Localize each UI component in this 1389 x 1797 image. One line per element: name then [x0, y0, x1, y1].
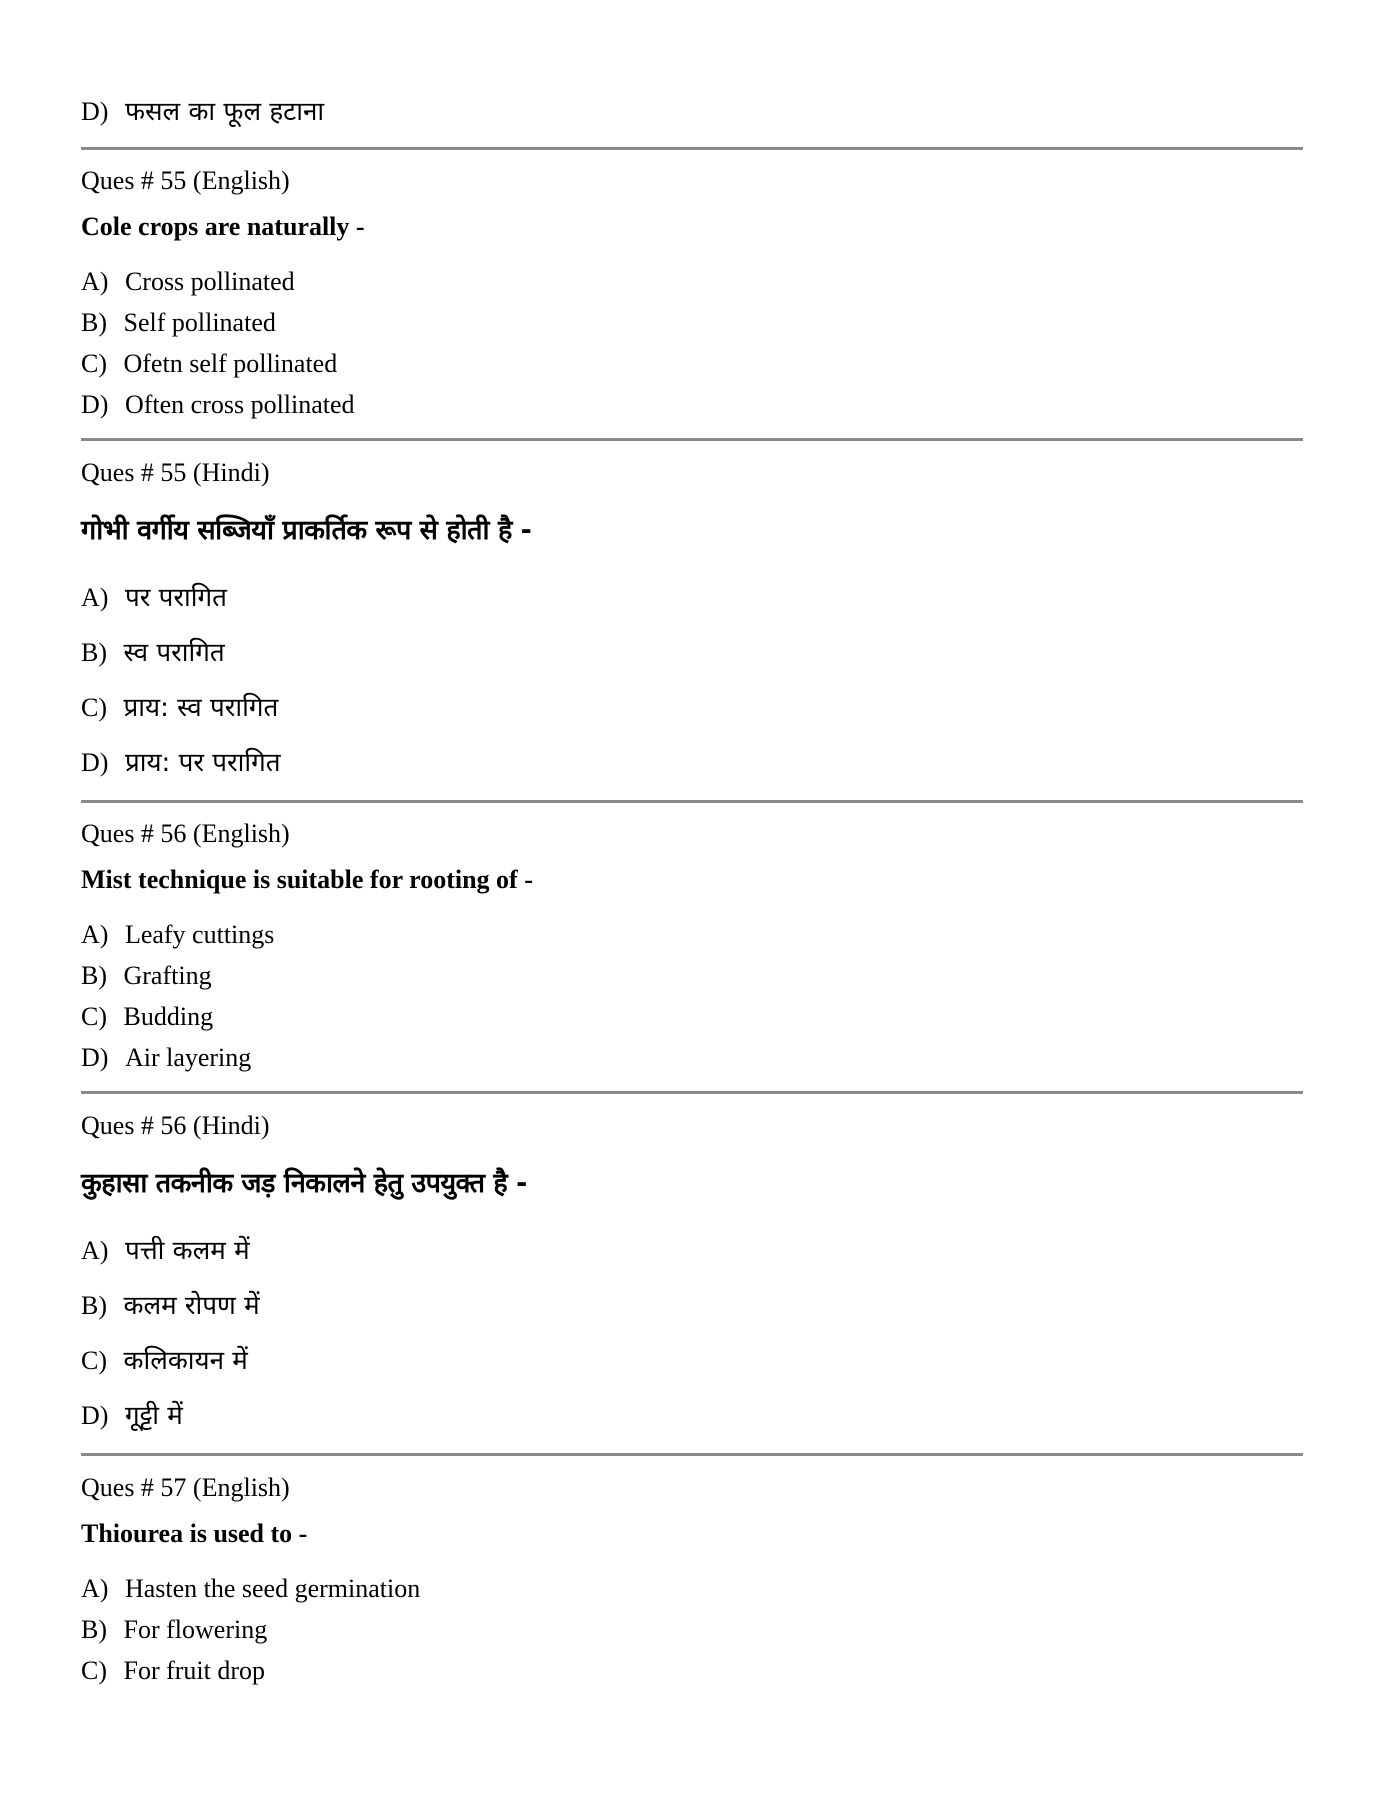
divider [81, 1453, 1303, 1456]
option-c [81, 349, 337, 379]
option-letter: A) [81, 920, 109, 949]
option-text: प्राय: पर परागित [124, 748, 281, 778]
option-a [81, 267, 295, 297]
option-letter: B) [81, 1291, 107, 1320]
option-b [81, 961, 212, 991]
option-a [81, 578, 227, 614]
option-text: Hasten the seed germination [124, 1574, 421, 1603]
option-text: For flowering [123, 1615, 268, 1644]
option-letter: A) [81, 267, 109, 296]
option-letter: C) [81, 1002, 107, 1031]
option-letter: B) [81, 1615, 107, 1644]
option-letter: B) [81, 638, 107, 667]
option-text: Grafting [123, 961, 212, 990]
option-text: Ofetn self pollinated [123, 349, 338, 378]
option-text: Leafy cuttings [124, 920, 275, 949]
option-letter: D) [81, 390, 109, 419]
option-a [81, 920, 274, 950]
option-text: For fruit drop [123, 1656, 266, 1685]
option-text: गूट्टी में [124, 1401, 183, 1431]
option-letter: B) [81, 308, 107, 337]
option-letter: A) [81, 583, 109, 612]
question-text: Mist technique is suitable for rooting of - [81, 865, 533, 894]
option-letter: A) [81, 1574, 109, 1603]
divider [81, 1091, 1303, 1094]
divider [81, 438, 1303, 441]
question-text: गोभी वर्गीय सब्जियाँ प्राकर्तिक रूप से होती है - [81, 515, 532, 546]
option-text: Air layering [124, 1043, 252, 1072]
option-letter: C) [81, 1346, 107, 1375]
option-text: पत्ती कलम में [124, 1236, 250, 1266]
option-text: Often cross pollinated [124, 390, 355, 419]
option-a [81, 1231, 250, 1267]
question-text: Cole crops are naturally - [81, 212, 365, 241]
option-a [81, 1574, 420, 1604]
option-text: स्व परागित [123, 638, 225, 668]
option-b [81, 308, 276, 338]
option-d [81, 390, 355, 420]
question-text: कुहासा तकनीक जड़ निकालने हेतु उपयुक्त है - [81, 1168, 527, 1199]
option-d [81, 743, 281, 779]
option-d [81, 1043, 251, 1073]
option-b [81, 633, 225, 669]
divider [81, 147, 1303, 150]
option-letter: C) [81, 1656, 107, 1685]
option-letter: B) [81, 961, 107, 990]
option-text: पर परागित [124, 583, 227, 613]
option-d [81, 1396, 183, 1432]
option-d-prev [81, 92, 324, 128]
question-text: Thiourea is used to - [81, 1519, 308, 1548]
option-text: कलिकायन में [123, 1346, 248, 1376]
option-letter: A) [81, 1236, 109, 1265]
option-c [81, 688, 278, 724]
option-letter: C) [81, 349, 107, 378]
option-c [81, 1002, 213, 1032]
option-b [81, 1615, 267, 1645]
option-letter: C) [81, 693, 107, 722]
question-header: Ques # 56 (Hindi) [81, 1111, 270, 1140]
option-c [81, 1656, 265, 1686]
option-c [81, 1341, 248, 1377]
option-text: कलम रोपण में [123, 1291, 260, 1321]
question-header: Ques # 56 (English) [81, 819, 290, 848]
question-header: Ques # 57 (English) [81, 1473, 290, 1502]
option-letter: D) [81, 97, 109, 126]
option-letter: D) [81, 748, 109, 777]
option-text: Budding [123, 1002, 214, 1031]
option-text: प्राय: स्व परागित [123, 693, 279, 723]
option-text: Self pollinated [123, 308, 276, 337]
option-letter: D) [81, 1401, 109, 1430]
option-letter: D) [81, 1043, 109, 1072]
question-header: Ques # 55 (Hindi) [81, 458, 270, 487]
option-text: Cross pollinated [124, 267, 295, 296]
question-header: Ques # 55 (English) [81, 166, 290, 195]
option-b [81, 1286, 260, 1322]
option-text: फसल का फूल हटाना [124, 97, 325, 127]
divider [81, 800, 1303, 803]
